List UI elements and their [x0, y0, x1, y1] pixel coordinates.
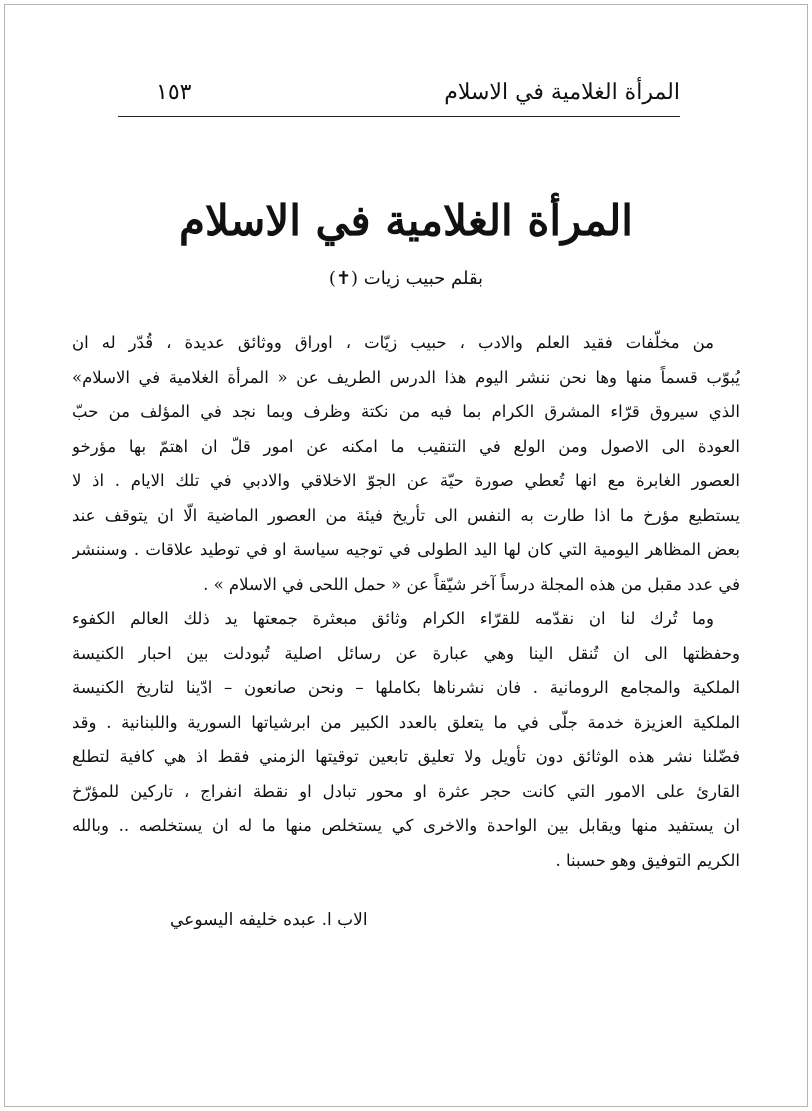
text-line: الملكية العزيزة خدمة جلّى في ما يتعلق بالعدد الكبير من ابرشياتها السورية واللبنانية . وقد [72, 712, 740, 732]
paragraph-2 [72, 602, 740, 878]
text-line: العصور الغابرة مع انها تُعطي صورة حيّة عن الجوّ الاخلاقي والادبي في تلك الايام . اذ لا [72, 471, 740, 490]
text-line: الذي سيروق قرّاء المشرق الكرام بما فيه من نكتة وظرف وبما نجد في المؤلف من حبّ [72, 402, 740, 421]
text-line: يستطيع مؤرخ ما اذا طارت به النفس الى تأريخ فيئة من العصور الماضية الّا ان يتوقف عند [72, 505, 740, 525]
text-line: العودة الى الاصول ومن الولع في التنقيب ما امكنه عن امور قلّ ان اهتمّ بها مؤرخو [72, 436, 740, 456]
text-line: القارئ على الامور التي كانت حجر عثرة او محور تبادل او نقطة انفراج ، تاركين للمؤرّخ [72, 781, 740, 801]
text-line: وما تُرك لنا ان نقدّمه للقرّاء الكرام وثائق مبعثرة جمعتها يد ذلك العالم الكفوء [72, 609, 714, 628]
signature: الاب ا. عبده خليفه اليسوعي [170, 910, 368, 930]
text-line: فضّلنا نشر هذه الوثائق دون تأويل ولا تعليق تابعين توقيتها الزمني فقط اذ هي كافية لتطلع [72, 747, 740, 766]
running-header [118, 74, 680, 118]
paragraph-1 [72, 326, 740, 602]
text-line: الملكية والمجامع الرومانية . فان نشرناها بكاملها – ونحن صانعون – ادّينا لتاريخ الكنيسة [72, 678, 740, 697]
article-title: المرأة الغلامية في الاسلام [179, 196, 633, 245]
running-title: المرأة الغلامية في الاسلام [444, 80, 680, 105]
text-line: ان يستفيد منها ويقابل بين الواحدة والاخرى كي يستخلص منها ما له ان يستخلصه .. وبالله [72, 816, 740, 835]
text-line: في عدد مقبل من هذه المجلة درساً آخر شيّقاً عن « حمل اللحى في الاسلام » . [203, 574, 740, 594]
header-rule [118, 116, 680, 117]
text-line: من مخلّفات فقيد العلم والادب ، حبيب زيّات ، اوراق ووثائق عديدة ، قُدّر له ان [72, 333, 714, 352]
text-line: بعض المظاهر اليومية التي كان لها اليد الطولى في توجيه سياسة او في توطيد علاقات . وسننشر [72, 540, 740, 559]
text-line: الكريم التوفيق وهو حسبنا . [555, 850, 740, 870]
page-number: ١٥٣ [156, 80, 192, 105]
article-body [72, 326, 740, 878]
text-line: وحفظتها الى ان تُنقل الينا وهي عبارة عن رسائل اصلية تُبودلت بين احبار الكنيسة [72, 643, 740, 663]
byline: بقلم حبيب زيات (✝) [328, 268, 484, 289]
text-line: يُبوّب قسماً منها وها نحن ننشر اليوم هذا الدرس الطريف عن « المرأة الغلامية في الاسلام» [72, 367, 740, 387]
